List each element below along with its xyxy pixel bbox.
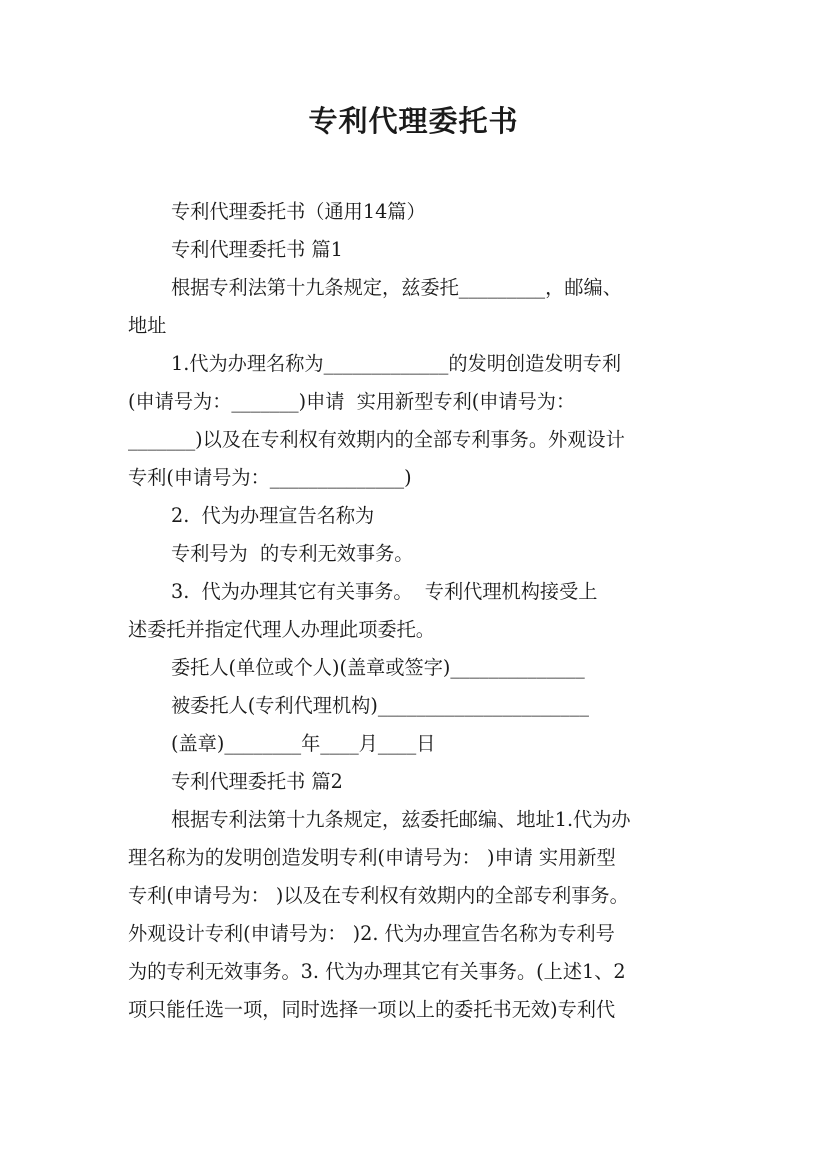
subtitle-line: 专利代理委托书（通用14篇） (171, 200, 426, 223)
paragraph-line: 2. 代为办理宣告名称为 (171, 504, 375, 527)
paragraph-line: 专利号为 的专利无效事务。 (171, 542, 414, 565)
paragraph-line: 理名称为的发明创造发明专利(申请号为： )申请 实用新型 (128, 846, 616, 869)
section-heading: 专利代理委托书 篇1 (171, 238, 343, 261)
document-title: 专利代理委托书 (308, 104, 519, 138)
paragraph-line: 专利(申请号为： )以及在专利权有效期内的全部专利事务。 (128, 884, 629, 907)
document-body (128, 193, 704, 1029)
paragraph-line: 述委托并指定代理人办理此项委托。 (128, 618, 435, 641)
signature-line-agency: 被委托人(专利代理机构)______________________ (171, 694, 589, 717)
paragraph-line: 根据专利法第十九条规定，兹委托邮编、地址1.代为办 (171, 808, 631, 831)
paragraph-line: 根据专利法第十九条规定，兹委托_________，邮编、 (171, 276, 622, 299)
section-heading: 专利代理委托书 篇2 (171, 770, 343, 793)
paragraph-line: _______)以及在专利权有效期内的全部专利事务。外观设计 (128, 428, 625, 451)
signature-line-client: 委托人(单位或个人)(盖章或签字)______________ (171, 656, 585, 679)
paragraph-line: 专利(申请号为：______________) (128, 466, 412, 489)
paragraph-line: (申请号为：_______)申请 实用新型专利(申请号为： (128, 390, 576, 413)
paragraph-line: 外观设计专利(申请号为： )2. 代为办理宣告名称为专利号 (128, 922, 615, 945)
paragraph-line: 地址 (128, 314, 167, 337)
paragraph-line: 为的专利无效事务。3. 代为办理其它有关事务。(上述1、2 (128, 960, 626, 983)
paragraph-line: 3. 代为办理其它有关事务。 专利代理机构接受上 (171, 580, 598, 603)
date-line: (盖章)________年____月____日 (171, 732, 436, 755)
paragraph-line: 1.代为办理名称为_____________的发明创造发明专利 (171, 352, 622, 375)
paragraph-line: 项只能任选一项，同时选择一项以上的委托书无效)专利代 (128, 998, 616, 1021)
